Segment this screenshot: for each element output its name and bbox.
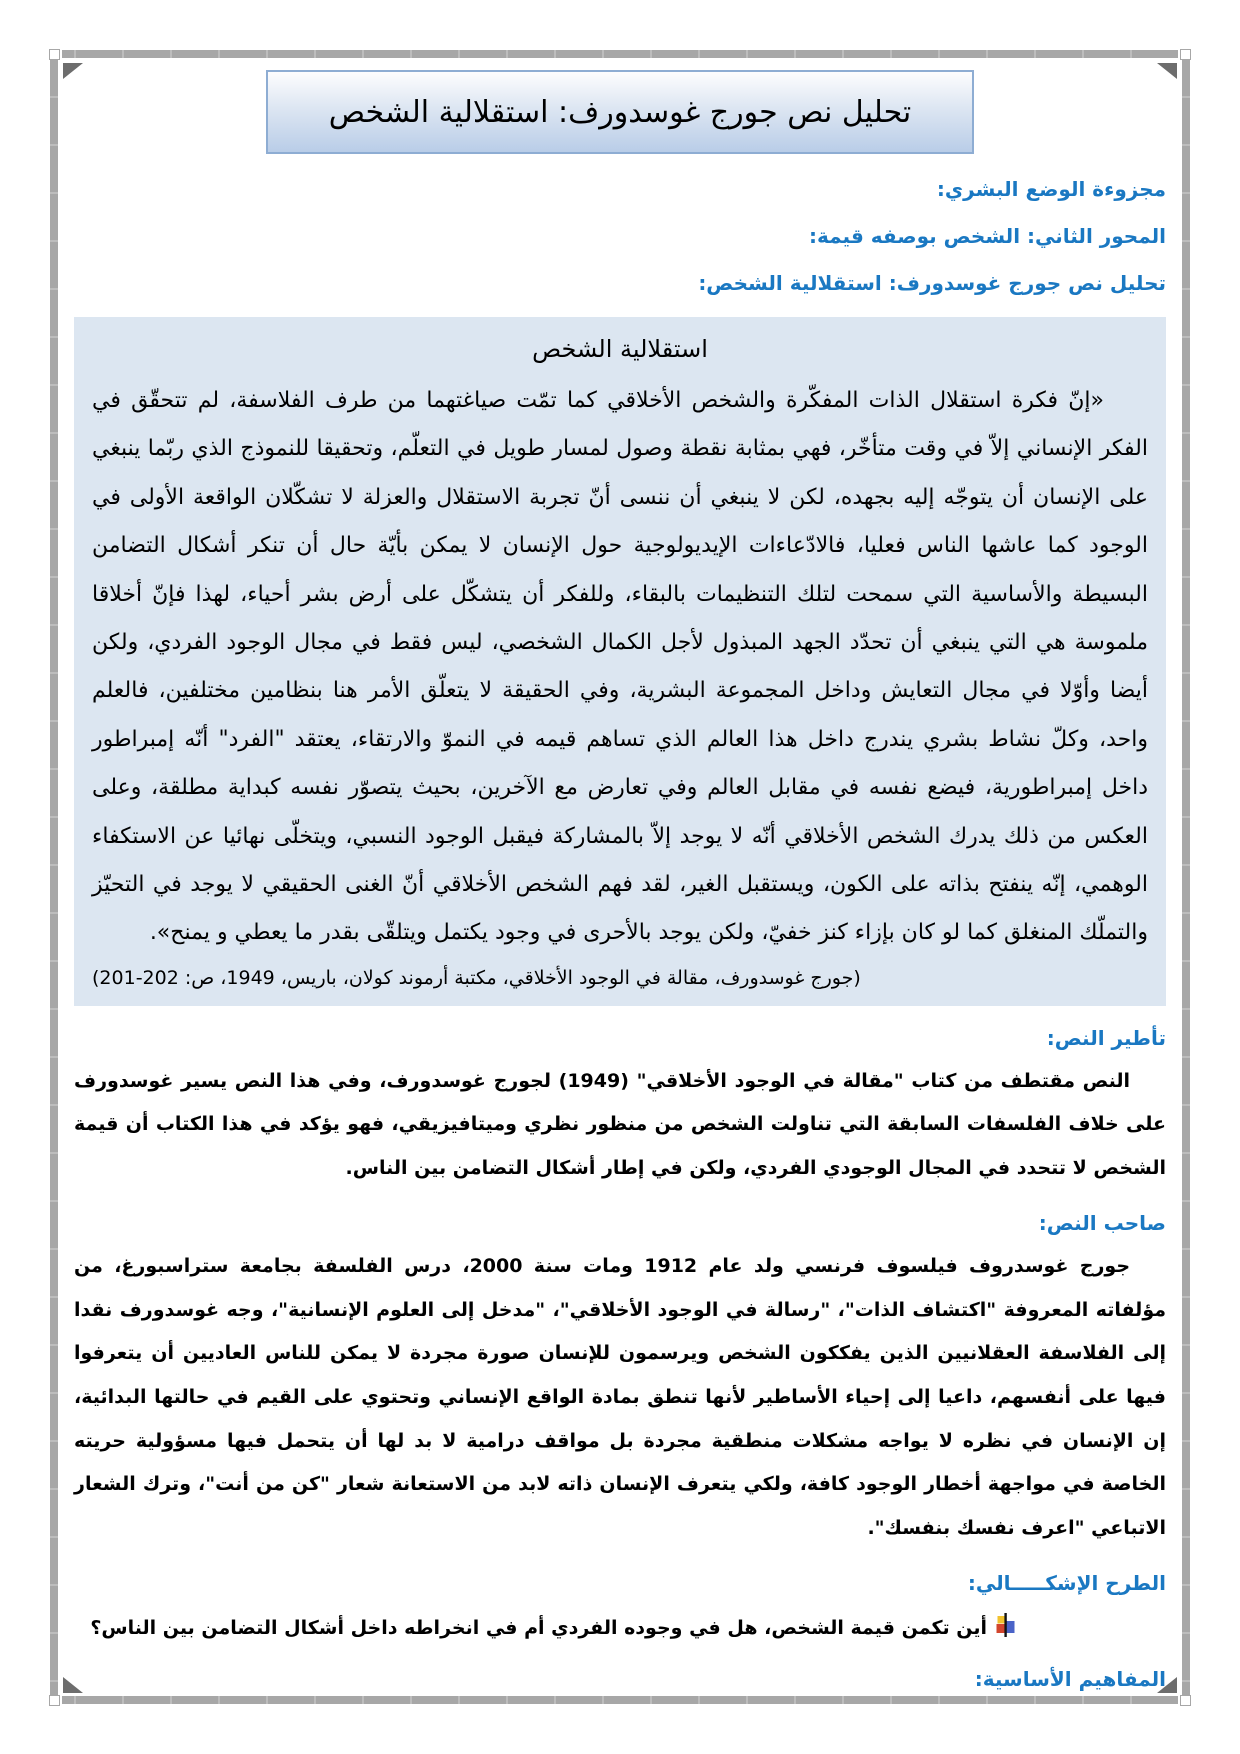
page-border-top — [62, 50, 1178, 58]
section-body-framing: النص مقتطف من كتاب "مقالة في الوجود الأخلاقي" (1949) لجورج غوسدورف، وفي هذا النص يسير غوسدورف على خلاف الفلسفات السابقة التي تناولت الشخص من منظور نظري وميتافيزيقي، فهو يؤكد في هذا الكتاب أن قيمة الشخص لا تتحدد في المجال الوجودي الفردي، ولكن في إطار أشكال التضامن بين الناس. — [74, 1069, 1166, 1180]
border-corner-notch — [49, 1695, 60, 1706]
page-border-left — [50, 50, 58, 1704]
header-lines — [74, 176, 1166, 296]
section-heading-concepts: المفاهيم الأساسية: — [974, 1666, 1166, 1691]
border-corner-notch — [49, 49, 60, 60]
header-line-module: مجزوءة الوضع البشري: — [936, 177, 1166, 201]
page-content — [74, 62, 1166, 1701]
document-title: تحليل نص جورج غوسدورف: استقلالية الشخص — [328, 94, 912, 130]
quote-text: «إنّ فكرة استقلال الذات المفكّرة والشخص الأخلاقي كما تمّت صياغتهما من طرف الفلاسفة، لم تتحقّق في الفكر الإنساني إلاّ في وقت متأخّر، فهي بمثابة نقطة وصول لمسار طويل في التعلّم، وتحقيقا للنموذج الذي ربّما ينبغي على الإنسان أن يتوجّه إليه بجهده، لكن لا ينبغي أن ننسى أنّ تجربة الاستقلال والعزلة لا تشكّلان الواقعة الأولى في الوجود كما عاشها الناس فعليا، فالادّعاءات الإيديولوجية حول الإنسان لا يمكن بأيّة حال أن تنكر أشكال التضامن البسيطة والأساسية التي سمحت لتلك التنظيمات بالبقاء، وللفكر أن يتشكّل على أرض بشر أحياء، لهذا فإنّ أخلاقا ملموسة هي التي ينبغي أن تحدّد الجهد المبذول لأجل الكمال الشخصي، ليس فقط في مجال الوجود الفردي، ولكن أيضا وأوّلا في مجال التعايش وداخل المجموعة البشرية، وفي الحقيقة لا يتعلّق الأمر هنا بنظامين مختلفين، فالعلم واحد، وكلّ نشاط بشري يندرج داخل هذا العالم الذي تساهم قيمه في النموّ والارتقاء، يعتقد "الفرد" أنّه إمبراطور داخل إمبراطورية، فيضع نفسه في مقابل العالم وفي تعارض مع الآخرين، بحيث يتصوّر نفسه كبداية مطلقة، وعلى العكس من ذلك يدرك الشخص الأخلاقي أنّه لا يوجد إلاّ بالمشاركة فيقبل الوجود النسبي، ويتخلّى نهائيا عن الاستكفاء الوهمي، إنّه ينفتح بذاته على الكون، ويستقبل الغير، لقد فهم الشخص الأخلاقي أنّ الغنى الحقيقي لا يوجد في التحيّز والتملّك المنغلق كما لو كان بإزاء كنز خفيّ، ولكن يوجد بالأحرى في وجود يكتمل ويتلقّى بقدر ما يعطي و يمنح». — [92, 388, 1148, 946]
problem-question-text: أين تكمن قيمة الشخص، هل في وجوده الفردي أم في انخراطه داخل أشكال التضامن بين الناس؟ — [90, 1616, 987, 1639]
quote-heading: استقلالية الشخص — [532, 335, 708, 363]
header-line-axis: المحور الثاني: الشخص بوصفه قيمة: — [809, 224, 1166, 248]
quote-citation: (جورج غوسدورف، مقالة في الوجود الأخلاقي، مكتبة أرموند كولان، باريس، 1949، ص: 202-201) — [92, 966, 861, 989]
section-heading-author: صاحب النص: — [1038, 1210, 1166, 1235]
section-body-author: جورج غوسدروف فيلسوف فرنسي ولد عام 1912 ومات سنة 2000، درس الفلسفة بجامعة ستراسبورغ، من مؤلفاته المعروفة "اكتشاف الذات"، "رسالة في الوجود الأخلاقي"، "مدخل إلى العلوم الإنسانية"، وجه غوسدورف نقدا إلى الفلاسفة العقلانيين الذين يفككون الشخص ويرسمون للإنسان صورة مجردة لا يمكن للناس العاديين أن يتعرفوا فيها على أنفسهم، داعيا إلى إحياء الأساطير لأنها تنطق بمادة الواقع الإنساني وتحتوي على القيم في حالتها البدائية، إن الإنسان في نظره لا يواجه مشكلات منطقية مجردة بل مواقف درامية لا بد لها أن يتحمل فيها مسؤولية حريته الخاصة في مواجهة أخطار الوجود كافة، ولكي يتعرف الإنسان ذاته لابد من الاستعانة شعار "كن من أنت"، وترك الشعار الاتباعي "اعرف نفسك بنفسك". — [74, 1254, 1166, 1539]
section-heading-problem: الطرح الإشكـــــالي: — [967, 1570, 1166, 1595]
header-line-lesson: تحليل نص جورج غوسدورف: استقلالية الشخص: — [698, 271, 1166, 295]
quote-box — [74, 317, 1166, 1006]
page-border-right — [1182, 50, 1190, 1704]
border-corner-notch — [1180, 49, 1191, 60]
border-corner-notch — [1180, 1695, 1191, 1706]
document-title-box — [266, 70, 974, 154]
problem-question-line — [74, 1611, 1016, 1645]
problem-bullet-icon — [995, 1613, 1016, 1637]
section-heading-framing: تأطير النص: — [1046, 1025, 1166, 1050]
